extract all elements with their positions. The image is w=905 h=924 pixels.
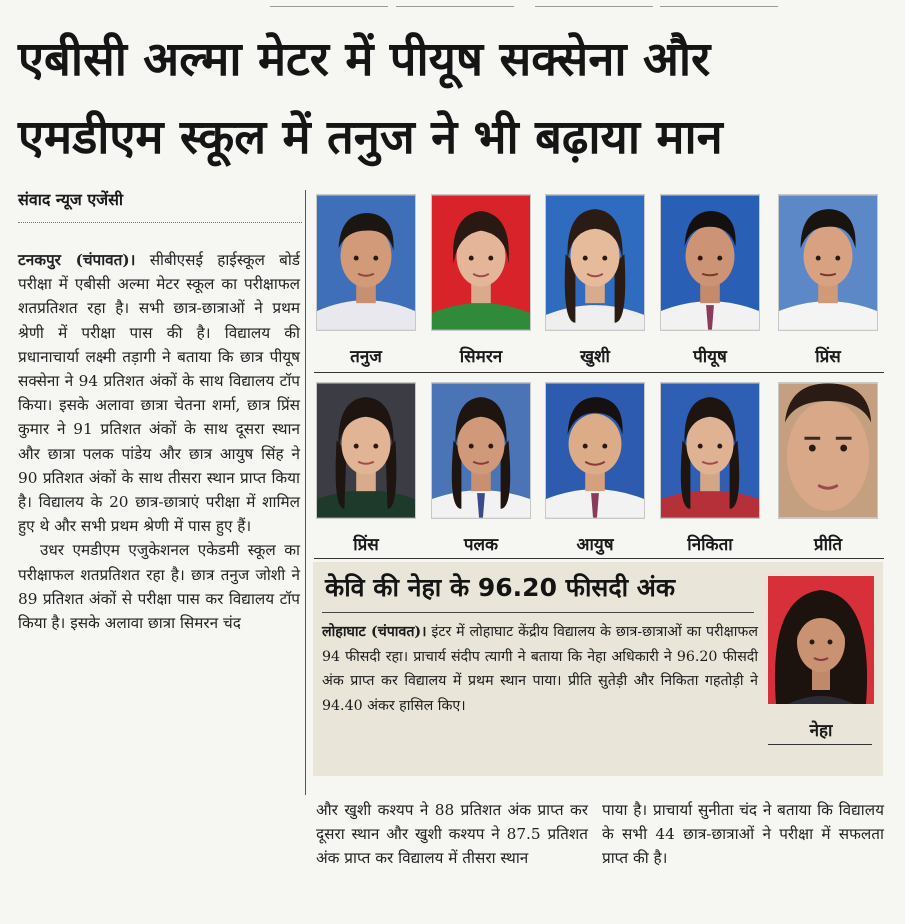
neha-caption: नेहा — [809, 721, 833, 741]
photo-caption: निकिता — [687, 535, 733, 555]
photo-caption: प्रीति — [813, 535, 843, 555]
student-photo-neha — [768, 576, 874, 704]
caption-rule — [768, 744, 872, 745]
agency-byline: संवाद न्यूज एजेंसी — [18, 190, 124, 209]
photo-caption: पीयूष — [693, 347, 727, 367]
caption-rule — [314, 372, 884, 373]
top-rule — [270, 6, 388, 7]
sidebar-title-rule — [322, 612, 754, 613]
photo-caption: खुशी — [580, 347, 610, 367]
student-photo-nikita — [660, 382, 760, 519]
article-paragraph: उधर एमडीएम एजुकेशनल एकेडमी स्कूल का परीक्षाफल शतप्रतिशत रहा है। छात्र तनुज जोशी ने 89 प्रतिशत अंकों से परीक्षा पास कर विद्यालय टॉप किया है। इसके अलावा छात्रा सिमरन चंद — [18, 541, 300, 633]
photo-caption: तनुज — [350, 347, 382, 367]
photo-caption: आयुष — [576, 535, 614, 555]
headline-line-1: एबीसी अल्मा मेटर में पीयूष सक्सेना और — [18, 32, 711, 87]
byline-rule — [18, 222, 302, 223]
top-rule — [535, 6, 653, 7]
column-divider — [305, 190, 306, 795]
student-photo-tanuj — [316, 194, 416, 331]
sidebar-title: केवि की नेहा के 96.20 फीसदी अंक — [325, 573, 676, 602]
photo-caption: सिमरन — [459, 347, 503, 367]
sidebar-text — [322, 620, 758, 718]
article-dateline: टनकपुर (चंपावत)। — [18, 251, 136, 269]
article-column-1 — [18, 248, 300, 635]
student-photo-preeti — [778, 382, 878, 519]
sidebar-dateline: लोहाघाट (चंपावत)। — [322, 624, 427, 640]
article-column-3: पाया है। प्राचार्या सुनीता चंद ने बताया कि विद्यालय के सभी 44 छात्र-छात्राओं ने परीक्षा में सफलता प्राप्त की है। — [602, 801, 884, 868]
sidebar-body: इंटर में लोहाघाट केंद्रीय विद्यालय के छात्र-छात्राओं का परीक्षाफल 94 फीसदी रहा। प्राचार्य संदीप त्यागी ने बताया कि नेहा अधिकारी ने 96.20 फीसदी अंक प्राप्त कर विद्यालय में प्रथम स्थान पाया। प्रीति सुतेड़ी और निकिता गहतोड़ी ने 94.40 अंकर हासिल किए। — [322, 624, 758, 714]
top-rule — [396, 6, 514, 7]
photo-caption: प्रिंस — [353, 535, 379, 555]
article-text: सीबीएसई हाईस्कूल बोर्ड परीक्षा में एबीसी अल्मा मेटर स्कूल का परीक्षाफल शतप्रतिशत रहा है। सभी छात्र-छात्राओं ने प्रथम श्रेणी में परीक्षा पास की है। विद्यालय की प्रधानाचार्या लक्ष्मी तड़ागी ने बताया कि छात्र पीयूष सक्सेना ने 94 प्रतिशत अंकों के साथ विद्यालय टॉप किया। इसके अलावा छात्रा चेतना शर्मा, छात्र प्रिंस कुमार ने 91 प्रतिशत अंकों के साथ दूसरा स्थान और छात्रा पलक पांडेय और छात्र आयुष सिंह ने 90 प्रतिशत अंकों के साथ तीसरा स्थान प्राप्त किया है। विद्यालय के 20 छात्र-छात्राएं परीक्षा में शामिल हुए थे और सभी प्रथम श्रेणी में पास हुए हैं। — [18, 251, 300, 536]
article-column-2: और खुशी कश्यप ने 88 प्रतिशत अंक प्राप्त कर दूसरा स्थान और खुशी कश्यप ने 87.5 प्रतिशत अंक प्राप्त कर विद्यालय में तीसरा स्थान — [316, 801, 588, 868]
student-photo-khushi — [545, 194, 645, 331]
headline-line-2: एमडीएम स्कूल में तनुज ने भी बढ़ाया मान — [18, 110, 723, 165]
article-paragraph — [18, 248, 300, 538]
photo-caption: पलक — [463, 535, 499, 555]
student-photo-palak — [431, 382, 531, 519]
top-rule — [660, 6, 778, 7]
student-photo-piyush — [660, 194, 760, 331]
student-photo-prince — [778, 194, 878, 331]
student-photo-aayush — [545, 382, 645, 519]
caption-rule — [314, 558, 884, 559]
student-photo-prince-2 — [316, 382, 416, 519]
photo-caption: प्रिंस — [815, 347, 841, 367]
student-photo-simran — [431, 194, 531, 331]
